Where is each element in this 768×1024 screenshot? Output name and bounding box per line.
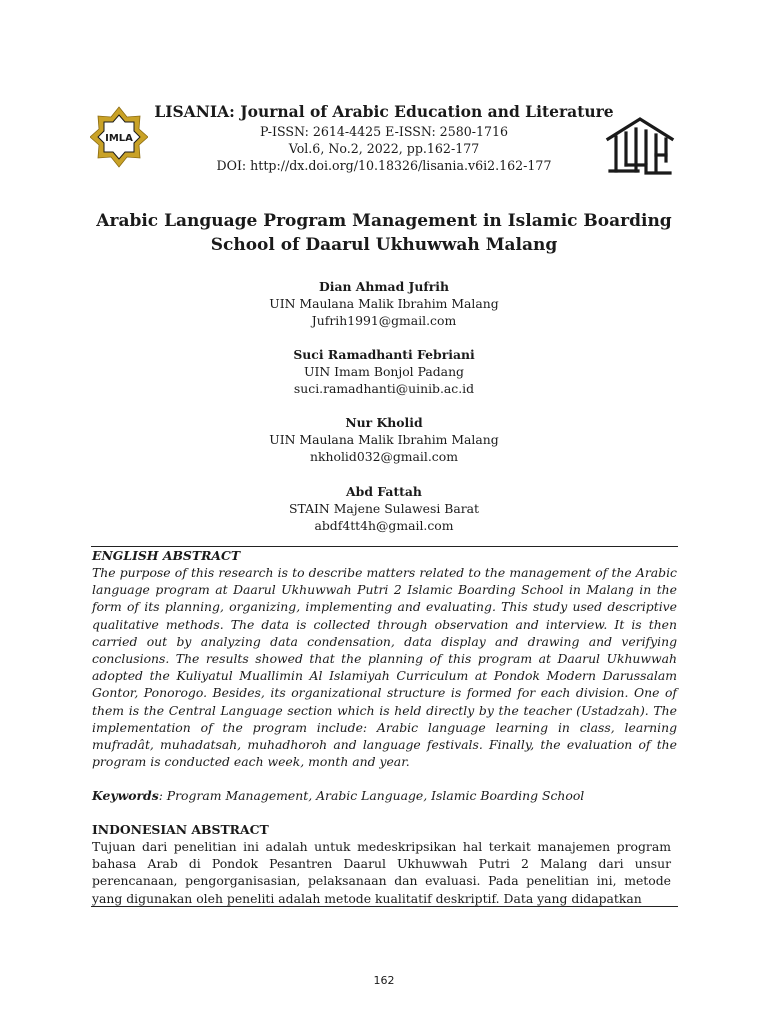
imla-logo-text: IMLA: [105, 133, 133, 144]
author-affiliation: UIN Maulana Malik Ibrahim Malang: [269, 432, 499, 447]
journal-doi-link[interactable]: DOI: http://dx.doi.org/10.18326/lisania.v6i2.162-177: [216, 158, 552, 173]
journal-issn: P-ISSN: 2614-4425 E-ISSN: 2580-1716: [259, 124, 509, 139]
keywords-label: Keywords: [92, 788, 159, 803]
author-email-link[interactable]: nkholid032@gmail.com: [310, 449, 458, 464]
paper-title-line-1: Arabic Language Program Management in Islamic Boarding: [96, 211, 672, 231]
author-affiliation: UIN Maulana Malik Ibrahim Malang: [269, 296, 499, 311]
paper-title: [84, 209, 684, 257]
abstract-bottom-divider: [91, 906, 678, 907]
journal-volume: Vol.6, No.2, 2022, pp.162-177: [288, 141, 480, 156]
indonesian-abstract-text: Tujuan dari penelitian ini adalah untuk medeskripsikan hal terkait manajemen program bahasa Arab di Pondok Pesantren Daarul Ukhuwwah Putri 2 Malang dari unsur perencanaan, pengorganisasian, pelaksanaan dan evaluasi. Pada penelitian ini, metode yang digunakan oleh peneliti adalah metode kualitatif deskriptif. Data yang didapatkan: [92, 839, 671, 906]
abstract-top-divider: [91, 546, 678, 547]
author-name: Dian Ahmad Jufrih: [319, 279, 449, 294]
author-block: [134, 414, 634, 465]
paper-title-line-2: School of Daarul Ukhuwwah Malang: [210, 235, 558, 255]
author-block: [134, 346, 634, 397]
author-affiliation: STAIN Majene Sulawesi Barat: [289, 501, 479, 516]
author-name: Nur Kholid: [345, 415, 423, 430]
indonesian-abstract-heading: INDONESIAN ABSTRACT: [92, 822, 269, 837]
english-abstract-heading: ENGLISH ABSTRACT: [92, 548, 241, 563]
keywords-line: [92, 788, 584, 803]
author-name: Abd Fattah: [346, 484, 422, 499]
author-affiliation: UIN Imam Bonjol Padang: [304, 364, 464, 379]
english-abstract-text: The purpose of this research is to describe matters related to the management of the Arabic language program at Daarul Ukhuwwah Putri 2 Islamic Boarding School in Malang in the form of its planning, organizing, implementing and evaluating. This study used descriptive qualitative methods. The data is collected through observation and interview. It is then carried out by analyzing data condensation, data display and drawing and verifying conclusions. The results showed that the planning of this program at Daarul Ukhuwwah adopted the Kuliyatul Muallimin Al Islamiyah Curriculum at Pondok Modern Darussalam Gontor, Ponorogo. Besides, its organizational structure is formed for each division. One of them is the Central Language section which is held directly by the teacher (Ustadzah). The implementation of the program include: Arabic language learning in class, learning mufradât, muhadatsah, muhadhoroh and language festivals. Finally, the evaluation of the program is conducted each week, month and year.: [92, 565, 677, 770]
author-email-link[interactable]: abdf4tt4h@gmail.com: [314, 518, 454, 533]
keywords-list: : Program Management, Arabic Language, Islamic Boarding School: [158, 788, 585, 803]
author-block: [134, 483, 634, 534]
author-email-link[interactable]: suci.ramadhanti@uinib.ac.id: [293, 381, 475, 396]
author-email-link[interactable]: Jufrih1991@gmail.com: [311, 313, 457, 328]
journal-title: LISANIA: Journal of Arabic Education and Literature: [154, 102, 614, 121]
page-number: 162: [373, 974, 395, 987]
author-name: Suci Ramadhanti Febriani: [293, 347, 475, 362]
author-block: [134, 278, 634, 329]
